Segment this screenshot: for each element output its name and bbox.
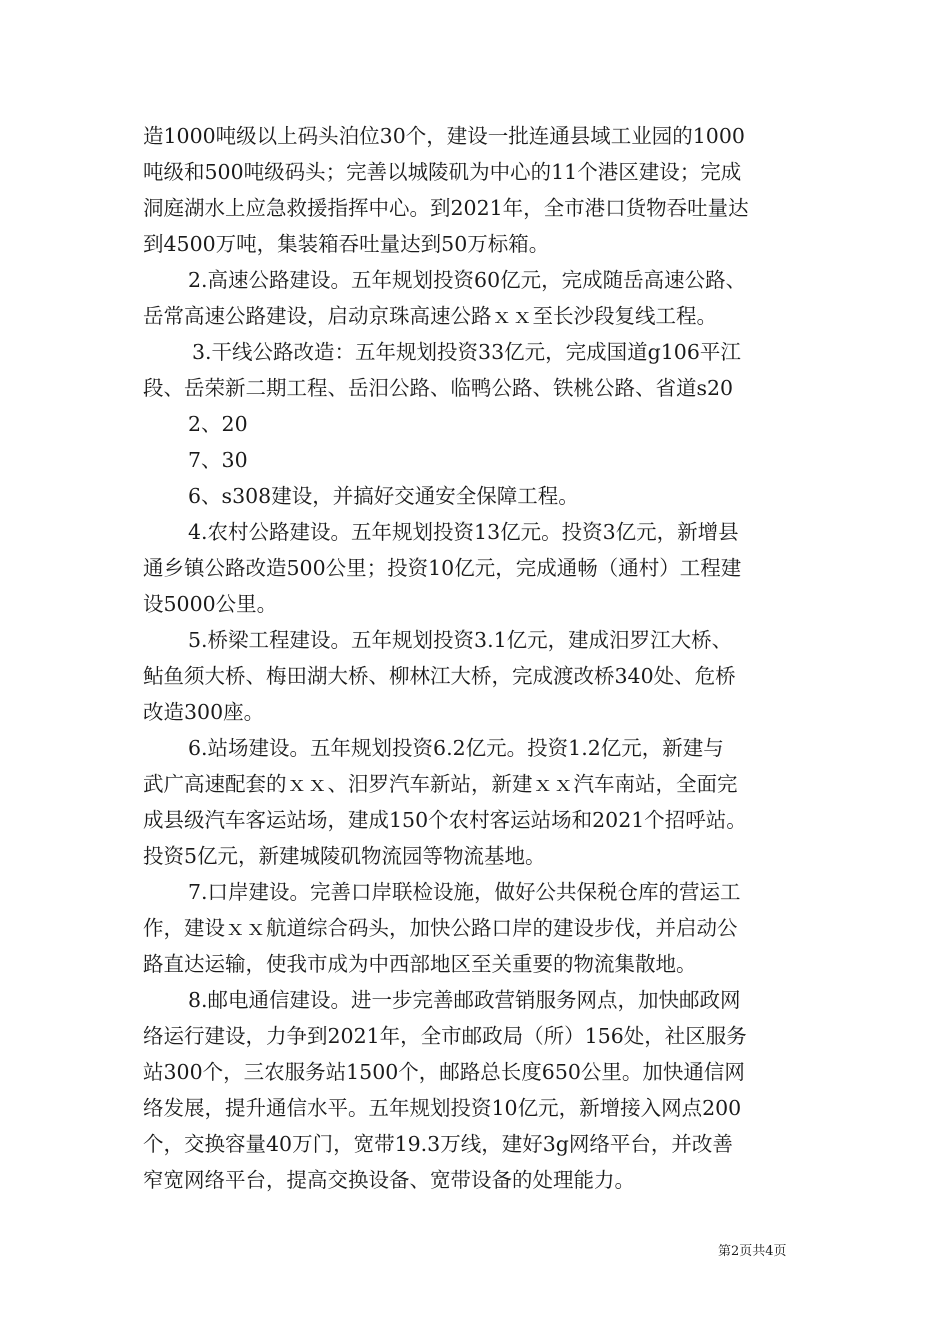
text-line: 吨级和500吨级码头；完善以城陵矶为中心的11个港区建设；完成 (143, 160, 742, 184)
text-line: 络运行建设，力争到2021年，全市邮政局（所）156处，社区服务 (143, 1024, 747, 1048)
text-line: 2、20 (188, 412, 248, 436)
text-line: 投资5亿元，新建城陵矶物流园等物流基地。 (143, 844, 546, 868)
text-line: 站300个，三农服务站1500个，邮路总长度650公里。加快通信网 (143, 1060, 745, 1084)
text-line: 窄宽网络平台，提高交换设备、宽带设备的处理能力。 (143, 1168, 635, 1192)
text-line: 7.口岸建设。完善口岸联检设施，做好公共保税仓库的营运工 (188, 880, 741, 904)
text-line: 络发展，提升通信水平。五年规划投资10亿元，新增接入网点200 (143, 1096, 742, 1120)
text-line: 设5000公里。 (143, 592, 278, 616)
text-line: 路直达运输，使我市成为中西部地区至关重要的物流集散地。 (143, 952, 697, 976)
text-line: 段、岳荣新二期工程、岳汨公路、临鸭公路、铁桃公路、省道s20 (143, 376, 734, 400)
text-line: 6.站场建设。五年规划投资6.2亿元。投资1.2亿元，新建与 (188, 736, 724, 760)
text-line: 6、s308建设，并搞好交通安全保障工程。 (188, 484, 579, 508)
text-line: 5.桥梁工程建设。五年规划投资3.1亿元，建成汨罗江大桥、 (188, 628, 733, 652)
text-line: 2.高速公路建设。五年规划投资60亿元，完成随岳高速公路、 (188, 268, 747, 292)
text-line: 武广高速配套的ｘｘ、汨罗汽车新站，新建ｘｘ汽车南站，全面完 (143, 772, 738, 796)
text-line: 通乡镇公路改造500公里；投资10亿元，完成通畅（通村）工程建 (143, 556, 742, 580)
text-line: 到4500万吨，集装箱吞吐量达到50万标箱。 (143, 232, 550, 256)
text-line: 岳常高速公路建设，启动京珠高速公路ｘｘ至长沙段复线工程。 (143, 304, 717, 328)
text-line: 8.邮电通信建设。进一步完善邮政营销服务网点，加快邮政网 (188, 988, 741, 1012)
document-body (143, 118, 815, 1198)
text-line: 成县级汽车客运站场，建成150个农村客运站场和2021个招呼站。 (143, 808, 747, 832)
page-number: 第2页共4页 (718, 1244, 787, 1259)
text-line: 鲇鱼须大桥、梅田湖大桥、柳林江大桥，完成渡改桥340处、危桥 (143, 664, 736, 688)
text-line: 改造300座。 (143, 700, 265, 724)
text-line: 造1000吨级以上码头泊位30个，建设一批连通县域工业园的1000 (143, 124, 745, 148)
text-line: 4.农村公路建设。五年规划投资13亿元。投资3亿元，新增县 (188, 520, 739, 544)
text-line: 洞庭湖水上应急救援指挥中心。到2021年，全市港口货物吞吐量达 (143, 196, 749, 220)
text-line: 7、30 (188, 448, 248, 472)
text-line: 3.干线公路改造：五年规划投资33亿元，完成国道g106平江 (192, 340, 741, 364)
text-line: 个，交换容量40万门，宽带19.3万线，建好3g网络平台，并改善 (143, 1132, 733, 1156)
text-line: 作，建设ｘｘ航道综合码头，加快公路口岸的建设步伐，并启动公 (143, 916, 738, 940)
